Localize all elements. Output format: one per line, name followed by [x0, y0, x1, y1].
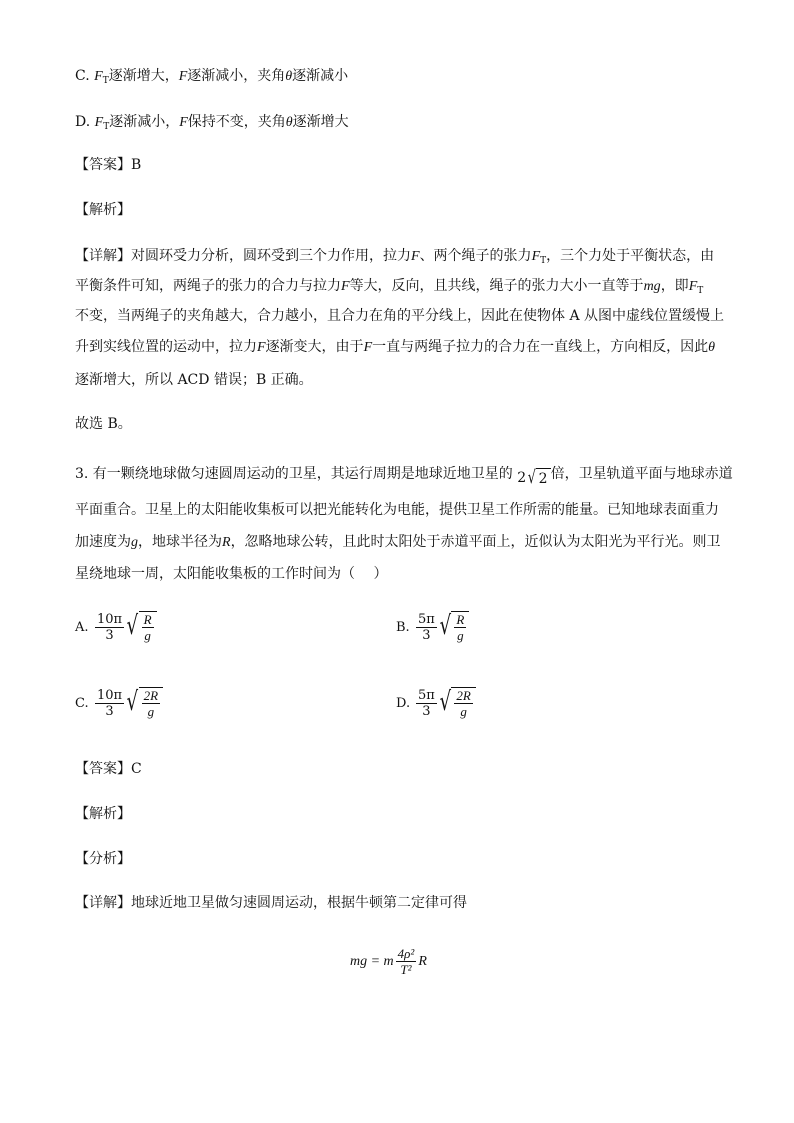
- numerator: 10π: [97, 611, 123, 627]
- formula-fraction: [396, 946, 417, 977]
- radicand-fraction: [142, 612, 154, 643]
- coef-fraction: [95, 612, 124, 643]
- q3-option-a[interactable]: [75, 611, 157, 643]
- detail-line-2: [75, 276, 703, 301]
- q3-line-2: 平面重合。卫星上的太阳能收集板可以把光能转化为电能，提供卫星工作所需的能量。已知地球表面重力: [75, 502, 719, 518]
- denominator: 3: [105, 703, 114, 719]
- radical: [437, 687, 476, 719]
- radical-sign: √: [439, 611, 451, 641]
- numerator: 5π: [418, 687, 435, 703]
- q3-line-3: [75, 532, 721, 553]
- denominator: g: [147, 704, 155, 719]
- numerator: R: [143, 612, 152, 627]
- option-label: D.: [396, 695, 411, 711]
- symbol-f: F: [94, 115, 104, 130]
- symbol-r: R: [222, 535, 231, 550]
- option-text: 逐渐减小: [292, 68, 349, 84]
- symbol-f: F: [411, 249, 420, 264]
- text: ，忽略地球公转，且此时太阳处于赤道平面上，近似认为太阳光为平行光。则卫: [230, 534, 721, 550]
- text: 倍，卫星轨道平面与地球赤道: [550, 466, 733, 482]
- radical-sign: √: [527, 467, 536, 488]
- text: ，三个力处于平衡状态，由: [546, 248, 715, 264]
- radical: [437, 611, 470, 643]
- option-text: 逐渐增大: [292, 114, 349, 130]
- formula-rhs: R: [418, 953, 427, 969]
- denominator: 3: [105, 627, 114, 643]
- symbol-theta: θ: [285, 69, 293, 84]
- coef: 2: [517, 470, 527, 486]
- detail-line-5: [75, 370, 313, 390]
- numerator: 2R: [143, 688, 159, 703]
- radical-sign: √: [126, 687, 139, 717]
- numerator: 4ρ²: [397, 946, 415, 961]
- option-c-prev: [75, 66, 348, 91]
- option-label: C.: [75, 695, 89, 711]
- radical-sign: √: [126, 611, 139, 641]
- option-label: D.: [75, 114, 95, 130]
- gravity-formula: [350, 946, 427, 977]
- text: 等大，反向，且共线，绳子的张力大小一直等于: [349, 278, 644, 294]
- coef-fraction: [416, 612, 437, 643]
- option-d-prev: [75, 112, 349, 137]
- denominator: g: [457, 628, 464, 643]
- option-text: 逐渐增大，: [108, 68, 179, 84]
- text: 升到实线位置的运动中，拉力: [75, 339, 257, 355]
- radicand: 2: [536, 468, 551, 489]
- q3-option-d[interactable]: [396, 687, 476, 719]
- symbol-f: F: [257, 340, 266, 355]
- q3-option-c[interactable]: [75, 687, 163, 719]
- numerator: 10π: [97, 687, 123, 703]
- radicand-fraction: [142, 688, 160, 719]
- text: ，即: [660, 278, 689, 294]
- option-label: C.: [75, 68, 95, 84]
- option-label: A.: [75, 619, 89, 635]
- text: 逐渐增大，所以 ACD 错误；B 正确。: [75, 372, 313, 388]
- symbol-f: F: [94, 69, 103, 84]
- coef-fraction: [95, 688, 124, 719]
- text: 逐渐变大，由于: [265, 339, 364, 355]
- text: 3. 有一颗绕地球做匀速圆周运动的卫星，其运行周期是地球近地卫星的: [75, 466, 513, 482]
- subscript-t: T: [697, 286, 704, 296]
- coef-fraction: [416, 688, 437, 719]
- symbol-theta: θ: [285, 115, 293, 130]
- detail-line-4: [75, 337, 715, 358]
- q3-detail: 【详解】地球近地卫星做匀速圆周运动，根据牛顿第二定律可得: [75, 895, 467, 911]
- answer-prev: 【答案】B: [75, 157, 142, 173]
- symbol-f: F: [363, 340, 373, 355]
- option-text: 逐渐减小，: [109, 114, 180, 130]
- two-root-two: [517, 468, 550, 489]
- symbol-theta: θ: [708, 340, 716, 355]
- subscript-t: T: [102, 76, 109, 86]
- detail-line-3: 不变，当两绳子的夹角越大，合力越小，且合力在角的平分线上，因此在使物体 A 从图中虚线位置缓慢上: [75, 308, 725, 324]
- radical-sign: √: [439, 687, 451, 717]
- symbol-f: F: [688, 279, 698, 294]
- subscript-t: T: [540, 256, 547, 266]
- denominator: g: [460, 704, 467, 719]
- q3-analysis-heading: 【解析】: [75, 806, 131, 822]
- denominator: 3: [422, 627, 431, 643]
- symbol-f: F: [179, 115, 188, 130]
- symbol-f: F: [178, 69, 188, 84]
- denominator: g: [144, 628, 151, 643]
- analysis-heading-prev: 【解析】: [75, 202, 131, 218]
- q3-answer: 【答案】C: [75, 761, 142, 777]
- q3-line-4: 星绕地球一周，太阳能收集板的工作时间为（ ）: [75, 566, 388, 582]
- radical: [124, 687, 163, 719]
- text: 【详解】对圆环受力分析，圆环受到三个力作用，拉力: [75, 248, 411, 264]
- q3-fenxi-heading: 【分析】: [75, 851, 131, 867]
- q3-line-1: [75, 464, 733, 489]
- text: 、两个绳子的张力: [419, 248, 532, 264]
- symbol-mg: mg: [643, 279, 661, 294]
- radicand-fraction: [454, 688, 472, 719]
- radicand-fraction: [454, 612, 466, 643]
- symbol-f: F: [341, 279, 350, 294]
- option-label: B.: [396, 619, 410, 635]
- detail-line-1: [75, 246, 714, 271]
- numerator: R: [456, 612, 465, 627]
- denominator: 3: [422, 703, 431, 719]
- text: 一直与两绳子拉力的合力在一直线上，方向相反，因此: [372, 339, 709, 355]
- conclusion-prev: 故选 B。: [75, 416, 132, 432]
- text: 加速度为: [75, 534, 131, 550]
- option-text: 保持不变，夹角: [187, 114, 286, 130]
- numerator: 5π: [418, 611, 435, 627]
- numerator: 2R: [456, 688, 471, 703]
- subscript-t: T: [103, 122, 110, 132]
- text: ，地球半径为: [138, 534, 222, 550]
- symbol-g: g: [131, 535, 138, 550]
- q3-option-b[interactable]: [396, 611, 469, 643]
- option-text: 逐渐减小，夹角: [187, 68, 286, 84]
- symbol-f: F: [531, 249, 541, 264]
- denominator: T²: [400, 962, 412, 977]
- formula-lhs: mg = m: [350, 953, 394, 969]
- radical: [124, 611, 157, 643]
- text: 平衡条件可知，两绳子的张力的合力与拉力: [75, 278, 341, 294]
